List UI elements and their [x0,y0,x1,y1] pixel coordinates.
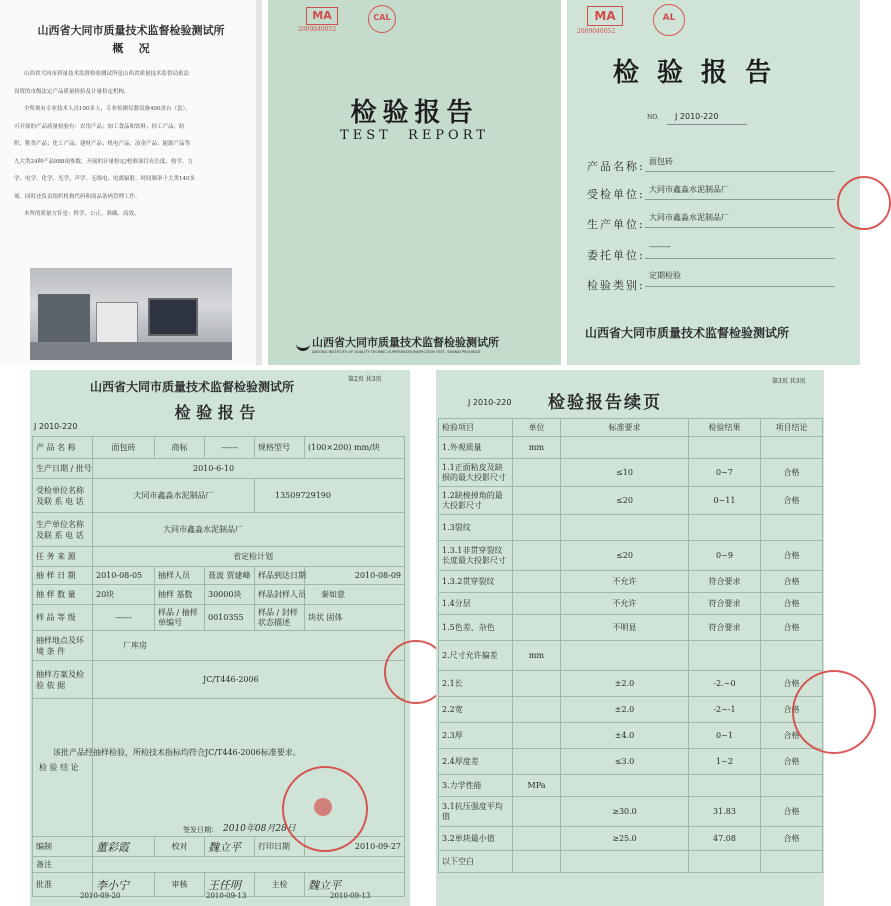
cell-item: 1.3裂纹 [439,515,513,541]
table-row [439,615,823,641]
overview-heading: 概 况 [112,42,150,55]
cell-con [761,515,823,541]
continuation-sheet [436,370,824,906]
column-header: 标准要求 [561,419,689,437]
cell-label: 样 品 等 级 [33,605,93,631]
lab-bench [30,342,232,360]
continuation-title: 检验报告续页 [548,393,662,413]
cell-item: 1.2缺棱掉角的最大投影尺寸 [439,487,513,515]
field-label: 委托单位: [587,249,645,262]
cell-con: 合格 [761,671,823,697]
cell-item: 1.4分层 [439,593,513,615]
cell-res: 0~1 [689,723,761,749]
table-row [439,797,823,827]
cell-value: 20块 [93,585,155,605]
cell-value: 大同市鑫淼水泥制品厂 [93,513,405,547]
cell-label: 产 品 名 称 [33,437,93,459]
cell-item: 2.1长 [439,671,513,697]
cal-mark: AL [662,13,676,23]
cell-res: 1~2 [689,749,761,775]
overview-sheet [0,0,262,365]
side-seal [792,670,876,754]
official-seal [837,176,891,230]
cell-res [689,775,761,797]
cell-unit [513,487,561,515]
cell-unit [513,571,561,593]
report-no-label: NO. [647,114,659,121]
cell-con: 合格 [761,749,823,775]
cover-footer-en: DATONG INSTITUTE OF QUALITY TECHNIC SUPERVISION INSPECTION TEST, SHANXI PROVINCE [312,350,481,354]
report-title: 检 验 报 告 [174,403,256,422]
overview-paragraph: 可开展的产品质量检验有：农用产品；加工食品和饮料；轻工产品；纺 [14,123,185,130]
cell-value: 块状 固体 [305,605,405,631]
cell-unit [513,615,561,641]
cell-req: ±2.0 [561,697,689,723]
column-header: 检验项目 [439,419,513,437]
field-label: 生产单位: [587,218,645,231]
cell-item: 3.1抗压强度平均值 [439,797,513,827]
overview-paragraph: 设置的市级法定产品质量检验及计量检定机构。 [14,88,130,95]
field-value: 大同市鑫淼水泥制品厂 [649,213,729,222]
cell-label: 抽 样 日 期 [33,567,93,585]
overview-paragraph: 项。同时还负责组织机构代码和商品条码管理工作。 [14,193,141,200]
report-no-underline [667,124,747,125]
signature-approve: 李小宁 [96,878,129,892]
cover-logo-icon [296,338,310,351]
results-table [438,418,823,873]
conclusion-text: 该批产品经抽样检验，所检技术指标均符合JC/T446-2006标准要求。 [53,748,301,757]
cell-req: ≤20 [561,541,689,571]
cell-req [561,515,689,541]
cell-value: 2010-08-05 [93,567,155,585]
cell-res: -2~-1 [689,697,761,723]
signature [205,837,255,857]
cell-item: 1.3.1非贯穿裂纹长度最大投影尺寸 [439,541,513,571]
cell-con: 合格 [761,827,823,851]
cell-unit: MPa [513,775,561,797]
table-row [439,697,823,723]
report-sheet [30,370,410,906]
ma-mark: MA [587,6,623,26]
cell-res: 符合要求 [689,593,761,615]
issue-label: 签发日期： [183,826,218,834]
cell-label: 受检单位名称及联 系 电 话 [33,479,93,513]
cell-item: 以下空白 [439,851,513,873]
cell-unit [513,459,561,487]
overview-paragraph: 织、鞋类产品；化工产品；建材产品；机电产品；冶金产品；能源产品等 [14,141,191,147]
cell-value: (100×200) mm/块 [305,437,405,459]
signature-review: 王任明 [208,878,241,892]
cell-value: 聂波 贾建峰 [205,567,255,585]
overview-paragraph: 九大类24种产品988项参数。开展的计量检定/校准项目有长度、热学、力 [14,158,193,165]
overview-paragraph: 学、电学、化学、光学、声学、无线电、电离辐射、时间频率十大类140多 [14,176,196,182]
cell-req [561,437,689,459]
cell-con: 合格 [761,487,823,515]
review-date: 2010-09-13 [206,892,247,900]
table-row [439,541,823,571]
overview-paragraph: 本所的质量方针是：科学、公正、准确、高效。 [24,211,140,217]
cell-res: 0~9 [689,541,761,571]
cell-label: 打印日期 [255,837,305,857]
lab-instrument [96,302,138,344]
cell-req: 不明显 [561,615,689,641]
cell-item: 2.尺寸允许偏差 [439,641,513,671]
table-row [439,671,823,697]
cell-value: ------ [205,437,255,459]
ma-code: 2009040052 [577,28,616,35]
cell-value [93,857,405,873]
cell-unit: mm [513,641,561,671]
lab-photo [30,268,232,360]
table-row [439,775,823,797]
cell-res: 31.83 [689,797,761,827]
cell-unit [513,827,561,851]
cover-sheet [268,0,561,365]
continuation-page-no: 第3页 共3页 [772,378,806,385]
cell-label: 检 验 结 论 [33,699,93,837]
cell-value: 2010-09-27 [305,837,405,857]
column-header: 项目结论 [761,419,823,437]
field-underline [645,258,835,259]
table-row [439,749,823,775]
cell-item: 3.力学性能 [439,775,513,797]
cell-label: 生产日期 / 批号 [33,459,93,479]
table-row [439,515,823,541]
cell-value: 省定检计划 [93,547,405,567]
cell-res [689,641,761,671]
column-header: 检验结果 [689,419,761,437]
field-label: 受检单位: [587,188,645,201]
signature-prepared: 董彩霞 [96,840,129,854]
cell-label: 抽样 基数 [155,585,205,605]
inspection-seal-star [314,798,332,816]
signature-check: 魏立平 [208,840,241,854]
approve-date: 2010-09-20 [80,892,121,900]
cell-req: ≤20 [561,487,689,515]
cell-unit [513,723,561,749]
cell-req [561,775,689,797]
cell-con: 合格 [761,459,823,487]
report-no: J 2010-220 [675,112,719,121]
overview-text [14,66,250,224]
cell-con: 合格 [761,593,823,615]
cell-value: 大同市鑫淼水泥制品厂 [93,479,255,513]
cell-value: JC/T446-2006 [93,661,405,699]
cell-label: 编制 [33,837,93,857]
field-underline [645,171,835,172]
cell-item: 1.外观质量 [439,437,513,459]
cell-con [761,437,823,459]
cell-item: 2.4厚度差 [439,749,513,775]
cell-con [761,641,823,671]
cell-res: 0~7 [689,459,761,487]
cell-label: 规格型号 [255,437,305,459]
cell-req: ≥30.0 [561,797,689,827]
cell-value: 0010355 [205,605,255,631]
cell-unit [513,515,561,541]
cell-con: 合格 [761,723,823,749]
cell-item: 1.3.2贯穿裂纹 [439,571,513,593]
field-underline [645,227,835,228]
cell-item: 1.1正面粘皮及缺损的最大投影尺寸 [439,459,513,487]
lab-monitor [148,298,198,336]
cell-item: 2.3厚 [439,723,513,749]
cell-label: 审核 [155,873,205,897]
table-row [439,723,823,749]
host-date: 2010-09-13 [330,892,371,900]
cell-req: ±2.0 [561,671,689,697]
ma-code: 2009040052 [298,26,337,33]
table-row [439,593,823,615]
cell-unit [513,797,561,827]
title-page-title: 检 验 报 告 [612,58,772,88]
cell-con: 合格 [761,697,823,723]
cover-footer: 山西省大同市质量技术监督检验测试所 [312,336,499,349]
field-label: 检验类别: [587,279,645,292]
cell-label: 抽样方案及检 验 依 据 [33,661,93,699]
continuation-report-no: J 2010-220 [468,398,512,407]
title-sheet [567,0,860,365]
lab-instrument [38,294,90,344]
cell-value: 2010-08-09 [305,567,405,585]
signature [93,837,155,857]
cell-label: 任 务 来 源 [33,547,93,567]
cell-req: 不允许 [561,593,689,615]
cell-item: 2.2宽 [439,697,513,723]
cell-label: 生产单位名称及联 系 电 话 [33,513,93,547]
cell-req: ≤3.0 [561,749,689,775]
cell-value: 13509729190 [255,479,405,513]
cell-con: 合格 [761,797,823,827]
cell-value: 面包砖 [93,437,155,459]
cell-value: 2010-6-10 [93,459,405,479]
cell-con: 合格 [761,541,823,571]
cover-title: 检验报告 [350,98,479,128]
issue-date: 2010年08月28日 [223,824,296,834]
field-value: -------- [649,242,671,251]
table-row [439,437,823,459]
table-row [439,571,823,593]
cell-unit [513,749,561,775]
cell-label: 样品 / 封样状态描述 [255,605,305,631]
report-no: J 2010-220 [34,422,78,431]
cell-res: 47.08 [689,827,761,851]
cell-req: ±4.0 [561,723,689,749]
cell-res: 0~11 [689,487,761,515]
cell-req [561,641,689,671]
cell-con [761,775,823,797]
cal-mark: CAL [373,13,391,22]
cell-label: 备注 [33,857,93,873]
field-value: 大同市鑫淼水泥制品厂 [649,185,729,194]
field-value: 面包砖 [649,157,673,166]
cover-title-en: TEST REPORT [340,128,489,143]
cell-item: 3.2单块最小值 [439,827,513,851]
cell-con: 合格 [761,615,823,641]
cell-label: 样品到达日期 [255,567,305,585]
table-row [439,641,823,671]
cell-value: 秦如意 [305,585,405,605]
table-row [439,851,823,873]
cell-label: 抽样地点及环 境 条 件 [33,631,93,661]
cell-label: 商标 [155,437,205,459]
cell-res: -2.~0 [689,671,761,697]
cell-res [689,437,761,459]
title-footer: 山西省大同市质量技术监督检验测试所 [585,326,790,340]
field-label: 产品名称: [587,160,645,173]
cell-con: 合格 [761,571,823,593]
cell-label: 主检 [255,873,305,897]
cell-unit [513,593,561,615]
report-page-no: 第2页 共3页 [348,376,382,383]
cell-unit [513,671,561,697]
cell-req: 不允许 [561,571,689,593]
cell-value: ------ [93,605,155,631]
report-institute: 山西省大同市质量技术监督检验测试所 [90,380,295,394]
cell-res: 符合要求 [689,571,761,593]
cell-res [689,515,761,541]
cell-label: 校对 [155,837,205,857]
cell-req: ≤10 [561,459,689,487]
table-row [439,459,823,487]
overview-paragraph: 全所现有专业技术人员100多人，专业检测仪器设备400余台（套）， [24,106,191,112]
overview-institute: 山西省大同市质量技术监督检验测试所 [37,24,225,37]
field-underline [645,286,835,287]
table-row [439,487,823,515]
column-header: 单位 [513,419,561,437]
cell-req: ≥25.0 [561,827,689,851]
cell-label: 样品封样人员 [255,585,305,605]
table-row [439,827,823,851]
cell-unit [513,697,561,723]
cell-unit [513,541,561,571]
cell-label: 样品 / 抽样单编号 [155,605,205,631]
cell-con [761,851,823,873]
field-underline [645,199,835,200]
cell-value: 厂库房 [93,631,405,661]
cell-value: 30000块 [205,585,255,605]
overview-paragraph: 山西省大同市质量技术监督检验测试所是山西省质量技术监督局依法 [24,71,190,77]
cell-req [561,851,689,873]
cell-unit: mm [513,437,561,459]
ma-mark: MA [306,7,338,25]
cell-res: 符合要求 [689,615,761,641]
cell-label: 抽样人员 [155,567,205,585]
field-value: 定期检验 [649,271,681,280]
signature-host: 魏立平 [308,878,341,892]
cell-label: 批准 [33,873,93,897]
cell-res [689,851,761,873]
cell-unit [513,851,561,873]
cell-item: 1.5色差、杂色 [439,615,513,641]
cell-label: 抽 样 数 量 [33,585,93,605]
